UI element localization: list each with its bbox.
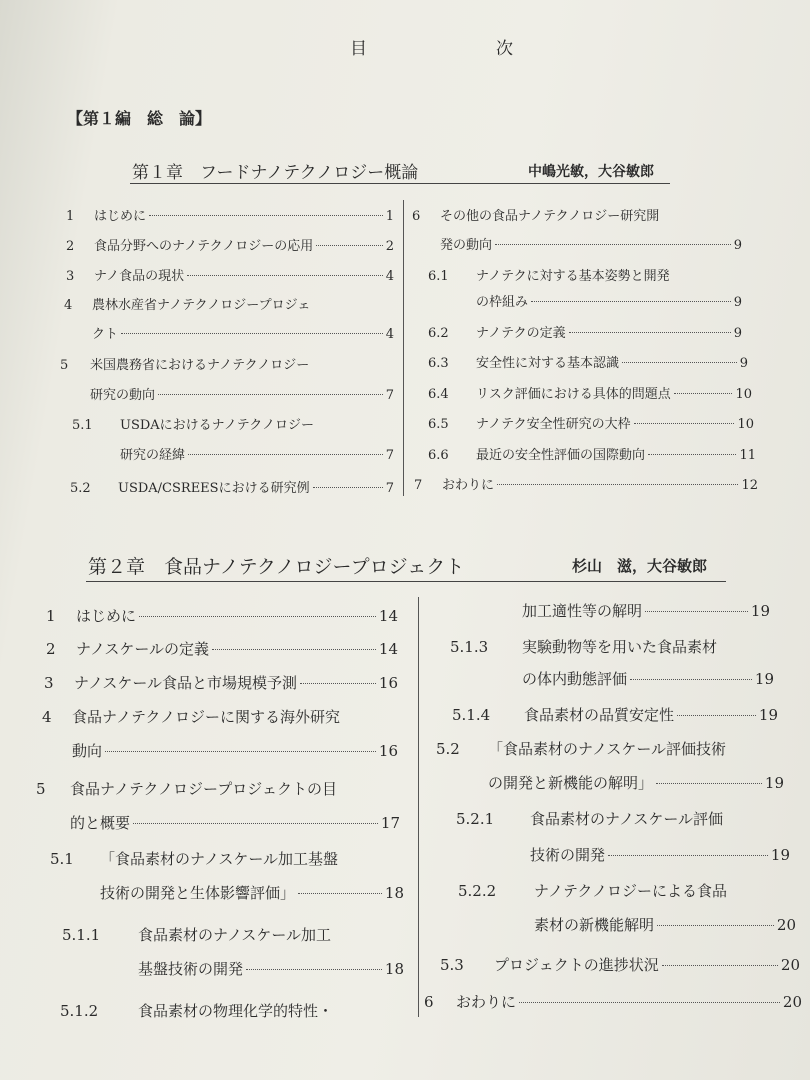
entry-text: 「食品素材のナノスケール評価技術 [488, 740, 727, 758]
leader-dots [497, 484, 738, 485]
leader-dots [656, 783, 762, 784]
entry-page: 9 [733, 238, 742, 253]
toc-entry[interactable] [452, 704, 778, 725]
entry-page: 9 [733, 326, 742, 341]
entry-page: 7 [385, 481, 394, 496]
entry-page: 2 [385, 239, 394, 254]
toc-entry[interactable] [428, 265, 742, 284]
entry-text: 発の動向 [440, 238, 493, 253]
leader-dots [657, 925, 774, 926]
leader-dots [648, 454, 736, 455]
chapter2-title: 第２章 食品ナノテクノロジープロジェクト [88, 556, 465, 578]
entry-number: 5.1.3 [450, 638, 489, 656]
entry-page: 16 [378, 742, 398, 760]
entry-number: 6.6 [428, 448, 449, 463]
leader-dots [105, 751, 376, 752]
entry-number: 1 [66, 209, 75, 224]
leader-dots [188, 454, 383, 455]
leader-dots [149, 215, 383, 216]
leader-dots [662, 965, 778, 966]
entry-text: 実験動物等を用いた食品素材 [522, 638, 718, 656]
entry-number: 4 [42, 708, 52, 726]
entry-text: ナノテクの定義 [476, 326, 566, 341]
toc-entry[interactable] [440, 954, 800, 975]
leader-dots [519, 1002, 780, 1003]
entry-page: 10 [737, 417, 754, 432]
entry-text: 食品ナノテクノロジープロジェクトの目 [70, 780, 338, 798]
entry-number: 6.3 [428, 356, 449, 371]
entry-number: 6 [412, 209, 421, 224]
toc-entry-continued[interactable] [72, 444, 394, 463]
entry-number: 6.2 [428, 326, 449, 341]
entry-page: 18 [384, 960, 404, 978]
toc-entry[interactable] [72, 414, 394, 433]
toc-entry-continued[interactable] [36, 812, 400, 833]
leader-dots [645, 611, 748, 612]
toc-entry[interactable] [66, 235, 394, 254]
entry-page: 9 [739, 356, 748, 371]
leader-dots [608, 855, 768, 856]
entry-text: 技術の開発 [530, 846, 606, 864]
entry-page: 20 [780, 956, 800, 974]
leader-dots [313, 487, 383, 488]
entry-text: の体内動態評価 [522, 670, 628, 688]
entry-text: 食品素材の品質安定性 [524, 706, 675, 724]
entry-number: 3 [66, 269, 75, 284]
chapter1-title: 第１章 フードナノテクノロジー概論 [132, 163, 419, 183]
leader-dots [133, 823, 378, 824]
entry-text: リスク評価における具体的問題点 [476, 387, 671, 402]
entry-number: 5.2 [436, 740, 460, 758]
entry-number: 6.5 [428, 417, 449, 432]
entry-page: 4 [385, 269, 394, 284]
entry-page: 20 [782, 993, 802, 1011]
entry-text: 的と概要 [70, 814, 131, 832]
entry-text: 安全性に対する基本認識 [476, 356, 620, 371]
entry-page: 14 [378, 640, 398, 658]
entry-text: 素材の新機能解明 [534, 916, 655, 934]
entry-number: 5.2.2 [458, 882, 497, 900]
chapter2-rule [86, 581, 726, 582]
entry-page: 7 [385, 448, 394, 463]
leader-dots [298, 893, 382, 894]
toc-entry[interactable] [450, 636, 774, 657]
entry-page: 19 [754, 670, 774, 688]
entry-number: 1 [46, 607, 56, 625]
entry-text: ナノ食品の現状 [94, 269, 185, 284]
toc-entry-continued[interactable] [456, 844, 790, 865]
part-heading: 【第１編 総 論】 [67, 109, 212, 128]
toc-entry-continued[interactable] [62, 958, 404, 979]
toc-entry[interactable] [66, 205, 394, 224]
leader-dots [569, 332, 731, 333]
leader-dots [622, 362, 737, 363]
leader-dots [300, 683, 376, 684]
entry-text: 技術の開発と生体影響評価」 [100, 884, 296, 902]
entry-number: 5.1 [50, 850, 74, 868]
entry-text: 基盤技術の開発 [138, 960, 244, 978]
entry-text: 食品素材のナノスケール評価 [530, 810, 724, 828]
chapter2-authors: 杉山 滋，大谷敏郎 [572, 557, 708, 575]
entry-number: 6.1 [428, 269, 449, 284]
leader-dots [316, 245, 382, 246]
toc-entry-continued[interactable] [42, 740, 398, 761]
toc-entry-continued[interactable] [450, 668, 774, 689]
entry-number: 5.2 [70, 481, 91, 496]
entry-page: 16 [378, 674, 398, 692]
toc-entry[interactable] [60, 354, 394, 373]
toc-entry[interactable] [46, 638, 398, 659]
entry-page: 20 [776, 916, 796, 934]
entry-text: はじめに [76, 607, 137, 625]
toc-entry[interactable] [428, 352, 748, 371]
toc-entry-continued[interactable] [50, 882, 404, 903]
entry-page: 19 [764, 774, 784, 792]
entry-number: 5.1 [72, 418, 93, 433]
toc-entry[interactable] [50, 848, 404, 869]
toc-entry[interactable] [60, 1000, 404, 1021]
entry-page: 11 [739, 448, 756, 463]
chapter1-authors: 中嶋光敏，大谷敏郎 [528, 164, 654, 180]
entry-text: ナノテク安全性研究の大枠 [476, 417, 631, 432]
toc-entry[interactable] [428, 444, 756, 463]
toc-entry-continued[interactable] [64, 323, 394, 342]
entry-number: 6 [424, 993, 434, 1011]
entry-number: 2 [66, 239, 75, 254]
page-title: 目 次 [350, 39, 569, 59]
entry-page: 9 [733, 295, 742, 310]
toc-entry-continued[interactable] [428, 291, 742, 310]
entry-text: 食品分野へのナノテクノロジーの応用 [94, 239, 314, 254]
entry-number: 6.4 [428, 387, 449, 402]
toc-entry-continued[interactable] [458, 914, 796, 935]
entry-text: クト [92, 327, 119, 342]
toc-entry[interactable] [414, 474, 758, 493]
entry-text: 食品ナノテクノロジーに関する海外研究 [72, 708, 341, 726]
toc-entry[interactable] [42, 706, 398, 727]
entry-number: 3 [44, 674, 54, 692]
entry-page: 4 [385, 327, 394, 342]
entry-text: プロジェクトの進捗状況 [494, 956, 659, 974]
toc-entry[interactable] [44, 672, 398, 693]
entry-number: 5.2.1 [456, 810, 495, 828]
toc-entry-continued[interactable] [522, 600, 770, 621]
entry-text: 農林水産省ナノテクノロジープロジェ [92, 298, 311, 313]
chapter1-rule [130, 183, 670, 184]
entry-text: の開発と新機能の解明」 [488, 774, 654, 792]
toc-entry[interactable] [412, 205, 742, 224]
entry-text: 加工適性等の解明 [522, 602, 643, 620]
leader-dots [677, 715, 756, 716]
leader-dots [212, 649, 376, 650]
toc-entry[interactable] [428, 322, 742, 341]
entry-page: 18 [384, 884, 404, 902]
entry-page: 19 [758, 706, 778, 724]
entry-text: USDAにおけるナノテクノロジー [120, 418, 314, 433]
entry-number: 5.1.2 [60, 1002, 99, 1020]
entry-page: 7 [385, 388, 394, 403]
toc-entry[interactable] [46, 605, 398, 626]
entry-number: 2 [46, 640, 56, 658]
toc-entry-continued[interactable] [60, 384, 394, 403]
chapter1-column-divider [403, 200, 404, 496]
entry-page: 10 [735, 387, 752, 402]
entry-text: 食品素材の物理化学的特性・ [138, 1002, 334, 1020]
leader-dots [495, 244, 731, 245]
toc-entry[interactable] [428, 413, 754, 432]
entry-text: 最近の安全性評価の国際動向 [476, 448, 646, 463]
toc-entry[interactable] [62, 924, 404, 945]
entry-number: 5.1.1 [62, 926, 101, 944]
entry-text: 動向 [72, 742, 103, 760]
entry-text: 食品素材のナノスケール加工 [138, 926, 332, 944]
entry-text: ナノスケールの定義 [76, 640, 210, 658]
toc-entry[interactable] [458, 880, 796, 901]
entry-number: 5 [60, 358, 69, 373]
entry-text: その他の食品ナノテクノロジー研究開 [440, 209, 660, 224]
entry-number: 4 [64, 298, 73, 313]
entry-number: 5 [36, 780, 46, 798]
entry-text: USDA/CSREESにおける研究例 [118, 481, 310, 496]
toc-entry-continued[interactable] [412, 234, 742, 253]
entry-page: 17 [380, 814, 400, 832]
entry-text: 研究の動向 [90, 388, 156, 403]
entry-page: 19 [750, 602, 770, 620]
entry-text: おわりに [442, 478, 495, 493]
toc-entry-continued[interactable] [436, 772, 784, 793]
entry-number: 5.1.4 [452, 706, 491, 724]
chapter2-column-divider [418, 597, 419, 1017]
toc-entry[interactable] [428, 383, 752, 402]
toc-entry[interactable] [66, 265, 394, 284]
entry-page: 14 [378, 607, 398, 625]
toc-entry[interactable] [64, 294, 394, 313]
toc-entry[interactable] [36, 778, 400, 799]
entry-page: 12 [741, 478, 758, 493]
leader-dots [246, 969, 382, 970]
entry-text: ナノスケール食品と市場規模予測 [74, 674, 298, 692]
entry-text: はじめに [94, 209, 147, 224]
entry-number: 5.3 [440, 956, 464, 974]
entry-number: 7 [414, 478, 423, 493]
entry-text: 「食品素材のナノスケール加工基盤 [100, 850, 339, 868]
leader-dots [634, 423, 735, 424]
leader-dots [531, 301, 731, 302]
toc-entry[interactable] [436, 738, 784, 759]
entry-text: おわりに [456, 993, 517, 1011]
entry-text: 研究の経緯 [120, 448, 186, 463]
entry-text: の枠組み [476, 295, 529, 310]
toc-entry[interactable] [456, 808, 790, 829]
leader-dots [674, 393, 733, 394]
entry-text: ナノテクに対する基本姿勢と開発 [476, 269, 670, 284]
leader-dots [139, 616, 376, 617]
leader-dots [630, 679, 752, 680]
toc-entry[interactable] [424, 991, 802, 1012]
leader-dots [187, 275, 383, 276]
entry-page: 19 [770, 846, 790, 864]
entry-text: 米国農務省におけるナノテクノロジー [90, 358, 310, 373]
leader-dots [121, 333, 383, 334]
leader-dots [158, 394, 383, 395]
toc-entry[interactable] [70, 477, 394, 496]
entry-text: ナノテクノロジーによる食品 [534, 882, 728, 900]
entry-page: 1 [385, 209, 394, 224]
